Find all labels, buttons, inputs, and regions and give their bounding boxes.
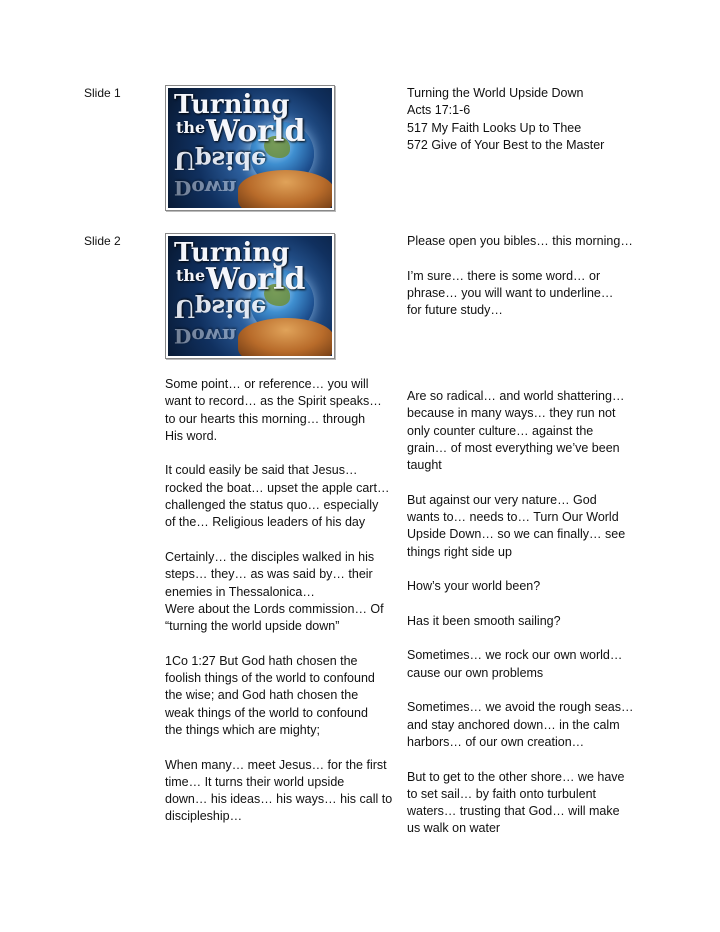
slide-1-label: Slide 1 [84,86,121,100]
body-paragraph [407,647,647,682]
slide-1-notes-paragraph [407,85,604,154]
body-line: of the… Religious leaders of his day [165,515,366,530]
body-line: rocked the boat… upset the apple cart… [165,480,390,495]
body-line: Were about the Lords commission… Of [165,601,384,616]
body-line: It could easily be said that Jesus… [165,463,358,478]
body-line: How’s your world been? [407,579,541,594]
body-left-column [165,376,400,826]
body-paragraph [407,388,647,474]
body-line: us walk on water [407,821,501,836]
slide-2-thumbnail [165,233,335,359]
body-line: Are so radical… and world shattering… [407,389,625,403]
body-line: discipleship… [165,809,243,824]
notes-line: for future study… [407,303,503,318]
body-line: wants to… needs to… Turn Our World [407,510,619,525]
body-paragraph [407,492,647,561]
thumb-word-down: Down [174,324,237,348]
body-line: But to get to the other shore… we have [407,769,625,784]
slide-2-label: Slide 2 [84,234,121,248]
body-line: Sometimes… we rock our own world… [407,648,623,663]
hands-image [238,170,332,208]
thumb-word-the: the [176,266,206,285]
slide-2-notes-paragraph [407,233,633,250]
body-line: the wise; and God hath chosen the [165,688,359,703]
notes-line: I’m sure… there is some word… or [407,268,601,283]
body-line: want to record… as the Spirit speaks… [165,394,382,409]
slide-2-notes [407,233,633,319]
body-paragraph [407,699,647,751]
notes-line: Turning the World Upside Down [407,86,584,100]
thumb-word-world: World [206,114,306,149]
notes-line: 517 My Faith Looks Up to Thee [407,120,582,135]
body-line: challenged the status quo… especially [165,498,379,513]
body-line: only counter culture… against the [407,423,594,438]
body-line: cause our own problems [407,665,544,680]
body-line: Some point… or reference… you will [165,377,369,391]
body-line: Has it been smooth sailing? [407,613,561,628]
body-line: to our hearts this morning… through [165,411,366,426]
body-paragraph [165,376,400,445]
thumb-word-down: Down [174,176,237,200]
body-line: the things which are mighty; [165,722,320,737]
slide-1-thumbnail [165,85,335,211]
body-line: and stay anchored down… in the calm [407,717,620,732]
body-right-column [407,388,647,838]
body-line: “turning the world upside down” [165,619,340,634]
body-line: because in many ways… they run not [407,406,616,421]
body-line: harbors… of our own creation… [407,734,585,749]
body-paragraph [165,549,400,635]
hands-image [238,318,332,356]
body-line: grain… of most everything we’ve been [407,440,620,455]
thumb-word-upside: Upside [174,146,267,175]
body-line: Certainly… the disciples walked in his [165,549,375,564]
body-line: taught [407,458,442,473]
notes-line: 572 Give of Your Best to the Master [407,137,605,152]
body-line: time… It turns their world upside [165,774,345,789]
body-line: down… his ideas… his ways… his call to [165,792,393,807]
body-paragraph [407,613,647,630]
body-paragraph [407,769,647,838]
thumb-word-turning: Turning [174,238,290,268]
notes-line: phrase… you will want to underline… [407,285,614,300]
thumb-word-the: the [176,118,206,137]
body-line: waters… trusting that God… will make [407,804,620,819]
body-line: things right side up [407,544,512,559]
body-paragraph [165,757,400,826]
body-line: foolish things of the world to confound [165,671,375,686]
body-line: to set sail… by faith onto turbulent [407,786,596,801]
body-line: steps… they… as was said by… their [165,567,373,582]
notes-line: Acts 17:1-6 [407,103,471,118]
slide-2-notes-paragraph [407,268,633,320]
body-paragraph [165,462,400,531]
body-line: But against our very nature… God [407,492,597,507]
body-paragraph [407,578,647,595]
body-line: Sometimes… we avoid the rough seas… [407,700,634,715]
body-paragraph [165,653,400,739]
notes-line: Please open you bibles… this morning… [407,234,633,248]
thumb-word-upside: Upside [174,294,267,323]
body-line: weak things of the world to confound [165,705,368,720]
body-line: 1Co 1:27 But God hath chosen the [165,653,358,668]
body-line: His word. [165,428,218,443]
body-line: Upside Down… so we can finally… see [407,527,626,542]
thumb-word-turning: Turning [174,90,290,120]
thumb-word-world: World [206,262,306,297]
slide-1-notes [407,85,604,154]
body-line: enemies in Thessalonica… [165,584,315,599]
body-line: When many… meet Jesus… for the first [165,757,387,772]
